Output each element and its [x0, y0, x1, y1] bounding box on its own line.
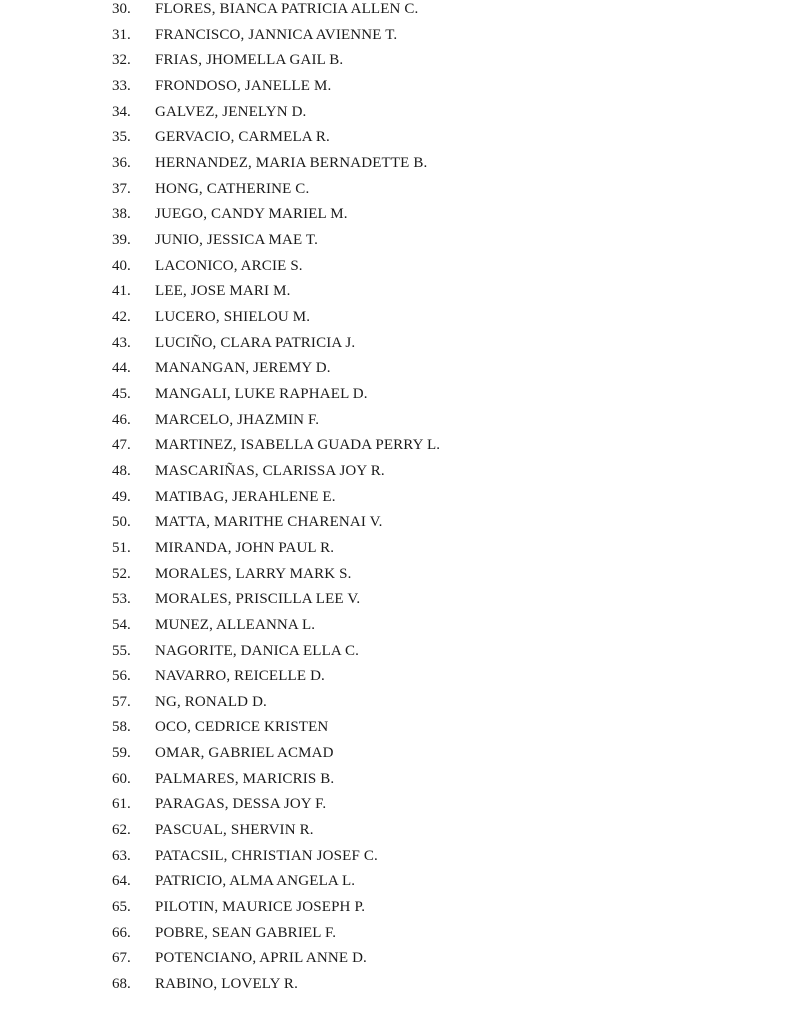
item-number: 66. — [112, 924, 131, 941]
item-number: 37. — [112, 180, 131, 197]
item-number: 48. — [112, 462, 131, 479]
person-name: OCO, CEDRICE KRISTEN — [155, 719, 329, 736]
list-item — [0, 565, 791, 591]
person-name: MIRANDA, JOHN PAUL R. — [155, 539, 335, 556]
person-name: MANANGAN, JEREMY D. — [155, 360, 331, 377]
person-name: PILOTIN, MAURICE JOSEPH P. — [155, 899, 366, 916]
list-item — [0, 180, 791, 206]
person-name: POTENCIANO, APRIL ANNE D. — [155, 950, 367, 967]
person-name: GALVEZ, JENELYN D. — [155, 103, 307, 120]
item-number: 46. — [112, 411, 131, 428]
item-number: 50. — [112, 514, 131, 531]
list-item — [0, 642, 791, 668]
list-item — [0, 744, 791, 770]
item-number: 36. — [112, 154, 131, 171]
item-number: 59. — [112, 745, 131, 762]
item-number: 58. — [112, 719, 131, 736]
item-number: 40. — [112, 257, 131, 274]
list-item — [0, 308, 791, 334]
person-name: MASCARIÑAS, CLARISSA JOY R. — [155, 462, 385, 479]
item-number: 31. — [112, 26, 131, 43]
person-name: PASCUAL, SHERVIN R. — [155, 822, 314, 839]
person-name: MATIBAG, JERAHLENE E. — [155, 488, 336, 505]
person-name: GERVACIO, CARMELA R. — [155, 129, 330, 146]
person-name: HERNANDEZ, MARIA BERNADETTE B. — [155, 154, 428, 171]
item-number: 34. — [112, 103, 131, 120]
list-item — [0, 282, 791, 308]
item-number: 65. — [112, 899, 131, 916]
item-number: 62. — [112, 822, 131, 839]
list-item — [0, 51, 791, 77]
list-item — [0, 385, 791, 411]
list-item — [0, 154, 791, 180]
list-item — [0, 924, 791, 950]
item-number: 38. — [112, 206, 131, 223]
list-item — [0, 128, 791, 154]
person-name: RABINO, LOVELY R. — [155, 976, 298, 993]
person-name: MARCELO, JHAZMIN F. — [155, 411, 320, 428]
list-item — [0, 26, 791, 52]
person-name: NAGORITE, DANICA ELLA C. — [155, 642, 360, 659]
list-item — [0, 821, 791, 847]
item-number: 39. — [112, 231, 131, 248]
item-number: 42. — [112, 308, 131, 325]
person-name: NG, RONALD D. — [155, 693, 267, 710]
person-name: MATTA, MARITHE CHARENAI V. — [155, 514, 383, 531]
list-item — [0, 411, 791, 437]
list-item — [0, 667, 791, 693]
list-item — [0, 436, 791, 462]
item-number: 51. — [112, 539, 131, 556]
item-number: 61. — [112, 796, 131, 813]
list-item — [0, 462, 791, 488]
list-item — [0, 513, 791, 539]
person-name: LUCIÑO, CLARA PATRICIA J. — [155, 334, 356, 351]
person-name: JUNIO, JESSICA MAE T. — [155, 231, 319, 248]
item-number: 67. — [112, 950, 131, 967]
item-number: 33. — [112, 77, 131, 94]
list-item — [0, 770, 791, 796]
person-name: MORALES, PRISCILLA LEE V. — [155, 591, 361, 608]
item-number: 47. — [112, 437, 131, 454]
item-number: 43. — [112, 334, 131, 351]
list-item — [0, 103, 791, 129]
person-name: LUCERO, SHIELOU M. — [155, 308, 311, 325]
item-number: 68. — [112, 976, 131, 993]
person-name: PATRICIO, ALMA ANGELA L. — [155, 873, 356, 890]
person-name: HONG, CATHERINE C. — [155, 180, 310, 197]
person-name: MARTINEZ, ISABELLA GUADA PERRY L. — [155, 437, 441, 454]
person-name: MUNEZ, ALLEANNA L. — [155, 616, 316, 633]
list-item — [0, 975, 791, 1001]
person-name: FRANCISCO, JANNICA AVIENNE T. — [155, 26, 398, 43]
list-item — [0, 0, 791, 26]
item-number: 54. — [112, 616, 131, 633]
list-item — [0, 795, 791, 821]
person-name: MANGALI, LUKE RAPHAEL D. — [155, 385, 368, 402]
person-name: PALMARES, MARICRIS B. — [155, 770, 335, 787]
item-number: 49. — [112, 488, 131, 505]
person-name: JUEGO, CANDY MARIEL M. — [155, 206, 348, 223]
person-name: PARAGAS, DESSA JOY F. — [155, 796, 327, 813]
item-number: 56. — [112, 668, 131, 685]
item-number: 52. — [112, 565, 131, 582]
person-name: OMAR, GABRIEL ACMAD — [155, 745, 334, 762]
person-name: POBRE, SEAN GABRIEL F. — [155, 924, 337, 941]
item-number: 64. — [112, 873, 131, 890]
item-number: 63. — [112, 847, 131, 864]
list-item — [0, 231, 791, 257]
list-item — [0, 359, 791, 385]
list-item — [0, 616, 791, 642]
person-name: NAVARRO, REICELLE D. — [155, 668, 325, 685]
list-item — [0, 257, 791, 283]
list-item — [0, 488, 791, 514]
list-item — [0, 718, 791, 744]
person-name: MORALES, LARRY MARK S. — [155, 565, 352, 582]
item-number: 45. — [112, 385, 131, 402]
item-number: 60. — [112, 770, 131, 787]
item-number: 35. — [112, 129, 131, 146]
list-item — [0, 334, 791, 360]
list-item — [0, 77, 791, 103]
item-number: 53. — [112, 591, 131, 608]
list-item — [0, 539, 791, 565]
item-number: 57. — [112, 693, 131, 710]
list-item — [0, 847, 791, 873]
list-item — [0, 205, 791, 231]
person-name: PATACSIL, CHRISTIAN JOSEF C. — [155, 847, 378, 864]
person-name: FRIAS, JHOMELLA GAIL B. — [155, 52, 344, 69]
person-name: LEE, JOSE MARI M. — [155, 283, 291, 300]
list-item — [0, 898, 791, 924]
list-item — [0, 693, 791, 719]
list-item — [0, 590, 791, 616]
item-number: 41. — [112, 283, 131, 300]
item-number: 55. — [112, 642, 131, 659]
person-name: FRONDOSO, JANELLE M. — [155, 77, 332, 94]
list-item — [0, 872, 791, 898]
item-number: 32. — [112, 52, 131, 69]
item-number: 44. — [112, 360, 131, 377]
item-number: 30. — [112, 1, 131, 17]
list-item — [0, 949, 791, 975]
person-name: LACONICO, ARCIE S. — [155, 257, 303, 274]
person-name: FLORES, BIANCA PATRICIA ALLEN C. — [155, 1, 419, 17]
